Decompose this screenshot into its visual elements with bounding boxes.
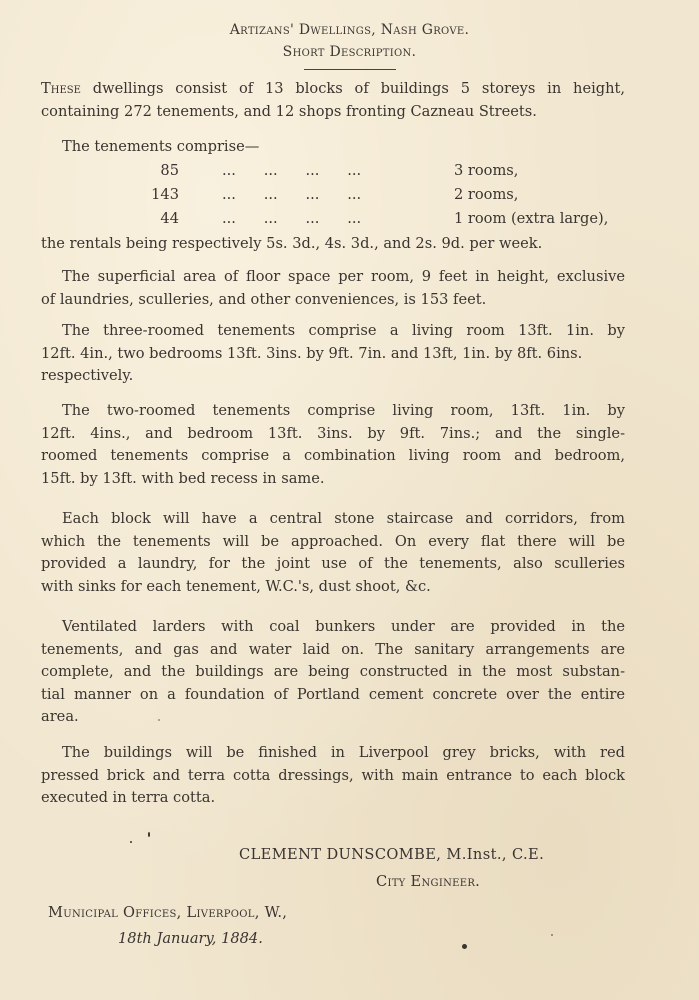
paragraph-line: The buildings will be finished in Liverpool grey bricks, with red — [62, 744, 625, 761]
paragraph-line: Ventilated larders with coal bunkers under are provided in the — [62, 618, 625, 635]
intro-paragraph — [41, 78, 625, 123]
tenement-count: 143 — [151, 186, 179, 203]
paragraph-line: tenements, and gas and water laid on. The sanitary arrangements are — [41, 640, 625, 658]
paper-speck — [148, 832, 150, 837]
paragraph-line: executed in terra cotta. — [41, 789, 216, 806]
paragraph-line: with sinks for each tenement, W.C.'s, dust shoot, &c. — [41, 577, 431, 595]
leader-dots: ... ... ... ... — [222, 162, 362, 179]
paper-speck — [462, 944, 467, 949]
paragraph-line: Each block will have a central stone staircase and corridors, from — [62, 510, 625, 527]
two-roomed-paragraph — [41, 400, 625, 490]
intro-line-2: containing 272 tenements, and 12 shops fronting Cazneau Streets. — [41, 102, 537, 120]
floor-area-paragraph — [41, 266, 625, 311]
paragraph-line: provided a laundry, for the joint use of the tenements, also sculleries — [41, 555, 625, 572]
office-address: Municipal Offices, Liverpool, W., — [48, 904, 288, 921]
paragraph-line: which the tenements will be approached. On every flat there will be — [41, 532, 625, 550]
tenements-heading-block — [41, 136, 625, 159]
intro-line-1-text: dwellings consist of 13 blocks of buildings 5 storeys in height, — [92, 80, 626, 97]
paragraph-line: The two-roomed tenements comprise living room, 13ft. 1in. by — [62, 402, 625, 419]
paragraph-line: respectively. — [41, 367, 134, 384]
rentals-line: the rentals being respectively 5s. 3d., 4s. 3d., and 2s. 9d. per week. — [41, 235, 543, 252]
ventilated-paragraph — [41, 616, 625, 729]
paragraph-line: 12ft. 4ins., and bedroom 13ft. 3ins. by 9ft. 7ins.; and the single- — [41, 424, 625, 442]
document-date: 18th January, 1884. — [118, 930, 263, 947]
room-count: 1 room (extra large), — [454, 210, 609, 227]
intro-line-1 — [41, 78, 625, 101]
tenement-count: 85 — [160, 162, 179, 179]
paragraph-line: roomed tenements comprise a combination living room and bedroom, — [41, 447, 625, 464]
three-roomed-paragraph — [41, 320, 625, 388]
paragraph-line: tial manner on a foundation of Portland cement concrete over the entire — [41, 685, 625, 703]
paragraph-line: 12ft. 4in., two bedrooms 13ft. 3ins. by 9ft. 7in. and 13ft, 1in. by 8ft. 6ins. — [41, 344, 583, 362]
paragraph-line: of laundries, sculleries, and other conveniences, is 153 feet. — [41, 290, 487, 308]
document-title: Artizans' Dwellings, Nash Grove. — [229, 22, 470, 38]
finish-paragraph — [41, 742, 625, 810]
paragraph-line: area. — [41, 708, 79, 725]
paper-speck — [158, 719, 160, 721]
leader-dots: ... ... ... ... — [222, 186, 362, 203]
paper-speck — [551, 934, 553, 936]
paragraph-line: The superficial area of floor space per room, 9 feet in height, exclusive — [62, 268, 625, 285]
each-block-paragraph — [41, 508, 625, 598]
paragraph-line: The three-roomed tenements comprise a living room 13ft. 1in. by — [62, 322, 625, 339]
leader-dots: ... ... ... ... — [222, 210, 362, 227]
paragraph-line: complete, and the buildings are being constructed in the most substan- — [41, 663, 625, 680]
paper-speck — [130, 841, 132, 843]
room-count: 3 rooms, — [454, 162, 519, 179]
tenements-heading: The tenements comprise— — [62, 138, 260, 155]
tenement-count: 44 — [160, 210, 179, 227]
paragraph-line: 15ft. by 13ft. with bed recess in same. — [41, 469, 325, 487]
title-rule — [304, 69, 396, 70]
document-subtitle: Short Description. — [282, 44, 417, 60]
signatory-name: CLEMENT DUNSCOMBE, M.Inst., C.E. — [239, 846, 545, 863]
intro-lead-word: These — [41, 80, 81, 97]
rentals-block — [41, 233, 625, 256]
signatory-title: City Engineer. — [376, 873, 481, 890]
paragraph-line: pressed brick and terra cotta dressings, with main entrance to each block — [41, 766, 625, 784]
room-count: 2 rooms, — [454, 186, 519, 203]
